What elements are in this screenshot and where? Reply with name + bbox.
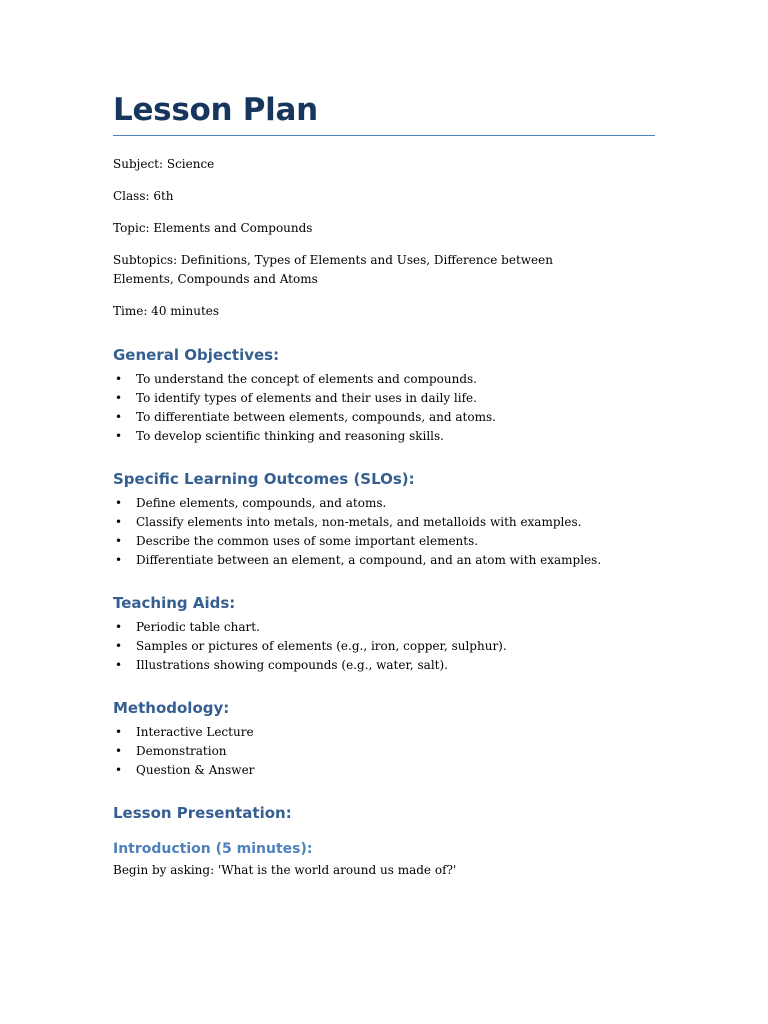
bullet-icon: • bbox=[115, 410, 123, 425]
general-objectives-heading: General Objectives: bbox=[113, 346, 280, 365]
bullet-icon: • bbox=[115, 639, 123, 654]
bullet-icon: • bbox=[115, 725, 123, 740]
list-item bbox=[113, 551, 655, 570]
spacer bbox=[113, 828, 655, 840]
list-item bbox=[113, 532, 655, 551]
list-item-text: Periodic table chart. bbox=[136, 620, 260, 635]
list-item-text: Interactive Lecture bbox=[136, 725, 254, 740]
list-item bbox=[113, 389, 655, 408]
list-item-text: To differentiate between elements, compounds, and atoms. bbox=[136, 410, 496, 425]
bullet-icon: • bbox=[115, 391, 123, 406]
subject-line: Subject: Science bbox=[113, 157, 215, 172]
bullet-icon: • bbox=[115, 372, 123, 387]
list-item bbox=[113, 656, 655, 675]
list-item bbox=[113, 370, 655, 389]
list-item bbox=[113, 761, 655, 780]
bullet-icon: • bbox=[115, 553, 123, 568]
slos-list bbox=[113, 494, 655, 570]
bullet-icon: • bbox=[115, 620, 123, 635]
teaching-aids-list bbox=[113, 618, 655, 675]
bullet-icon: • bbox=[115, 534, 123, 549]
teaching-aids-heading: Teaching Aids: bbox=[113, 594, 236, 613]
list-item bbox=[113, 427, 655, 446]
lesson-presentation-heading: Lesson Presentation: bbox=[113, 804, 292, 823]
class-line: Class: 6th bbox=[113, 189, 174, 204]
list-item-text: Differentiate between an element, a compound, and an atom with examples. bbox=[136, 553, 602, 568]
introduction-text: Begin by asking: 'What is the world around us made of?' bbox=[113, 863, 457, 878]
list-item-text: Describe the common uses of some important elements. bbox=[136, 534, 479, 549]
topic-line: Topic: Elements and Compounds bbox=[113, 221, 313, 236]
list-item bbox=[113, 494, 655, 513]
time-line: Time: 40 minutes bbox=[113, 304, 220, 319]
bullet-icon: • bbox=[115, 515, 123, 530]
list-item-text: Illustrations showing compounds (e.g., water, salt). bbox=[136, 658, 448, 673]
document-title: Lesson Plan bbox=[113, 92, 318, 128]
spacer bbox=[113, 334, 655, 346]
methodology-heading: Methodology: bbox=[113, 699, 230, 718]
list-item-text: Samples or pictures of elements (e.g., iron, copper, sulphur). bbox=[136, 639, 507, 654]
list-item bbox=[113, 742, 655, 761]
bullet-icon: • bbox=[115, 763, 123, 778]
list-item-text: Define elements, compounds, and atoms. bbox=[136, 496, 387, 511]
list-item-text: Classify elements into metals, non-metals, and metalloids with examples. bbox=[136, 515, 582, 530]
list-item-text: Question & Answer bbox=[136, 763, 255, 778]
subtopics-line: Subtopics: Definitions, Types of Elements and Uses, Difference between Elements, Compounds and Atoms bbox=[113, 253, 553, 287]
general-objectives-list bbox=[113, 370, 655, 446]
title-underline bbox=[113, 135, 655, 136]
list-item bbox=[113, 637, 655, 656]
bullet-icon: • bbox=[115, 429, 123, 444]
bullet-icon: • bbox=[115, 496, 123, 511]
list-item bbox=[113, 408, 655, 427]
bullet-icon: • bbox=[115, 658, 123, 673]
list-item-text: To understand the concept of elements and compounds. bbox=[136, 372, 477, 387]
list-item bbox=[113, 618, 655, 637]
introduction-heading: Introduction (5 minutes): bbox=[113, 841, 313, 858]
list-item-text: To identify types of elements and their uses in daily life. bbox=[136, 391, 477, 406]
methodology-list bbox=[113, 723, 655, 780]
slos-heading: Specific Learning Outcomes (SLOs): bbox=[113, 470, 415, 489]
list-item bbox=[113, 723, 655, 742]
list-item-text: To develop scientific thinking and reasoning skills. bbox=[136, 429, 444, 444]
list-item bbox=[113, 513, 655, 532]
bullet-icon: • bbox=[115, 744, 123, 759]
list-item-text: Demonstration bbox=[136, 744, 227, 759]
